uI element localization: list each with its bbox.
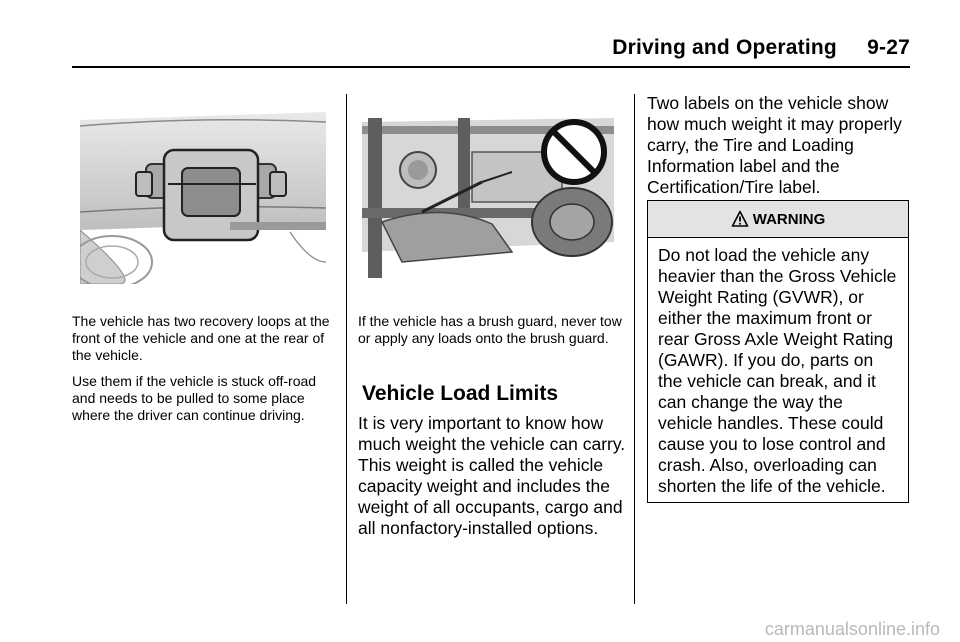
column-divider-2 — [634, 94, 635, 604]
load-limits-body: It is very important to know how much weight the vehicle can carry. This weight is called the vehicle capacity weight and includes the weight of all occupants, cargo and all nonfactory-installed options. — [358, 413, 626, 538]
page-number: 9-27 — [867, 36, 910, 59]
recovery-loop-illustration — [80, 112, 326, 284]
column-divider-1 — [346, 94, 347, 604]
warning-text: Do not load the vehicle any heavier than the Gross Vehicle Weight Rating (GVWR), or either the maximum front or rear Gross Axle Weight Rating (GAWR). If you do, parts on the vehicle can break, and it can change the way the vehicle handles. These could cause you to lose control and crash. Also, overloading can shorten the life of the vehicle. — [658, 245, 897, 496]
warning-title: WARNING — [752, 210, 826, 228]
warning-header — [648, 201, 908, 238]
prohibition-icon — [544, 122, 604, 182]
page-header — [72, 36, 910, 68]
recovery-loops-text: The vehicle has two recovery loops at the front of the vehicle and one at the rear of the vehicle. — [72, 313, 330, 363]
section-heading: Vehicle Load Limits — [362, 382, 559, 405]
labels-intro-text: Two labels on the vehicle show how much weight it may properly carry, the Tire and Loading Information label and the Certification/Tire label. — [647, 93, 902, 197]
header-title — [612, 36, 910, 60]
stuck-vehicle-text: Use them if the vehicle is stuck off-road and needs to be pulled to some place where the driver can continue driving. — [72, 373, 317, 423]
watermark: carmanualsonline.info — [764, 619, 940, 639]
header-rule — [72, 66, 910, 68]
brush-guard-illustration — [362, 112, 614, 287]
warning-box — [647, 200, 909, 503]
warning-icon — [731, 210, 749, 228]
section-title: Driving and Operating — [612, 36, 837, 59]
brush-guard-caption: If the vehicle has a brush guard, never tow or apply any loads onto the brush guard. — [358, 313, 622, 346]
